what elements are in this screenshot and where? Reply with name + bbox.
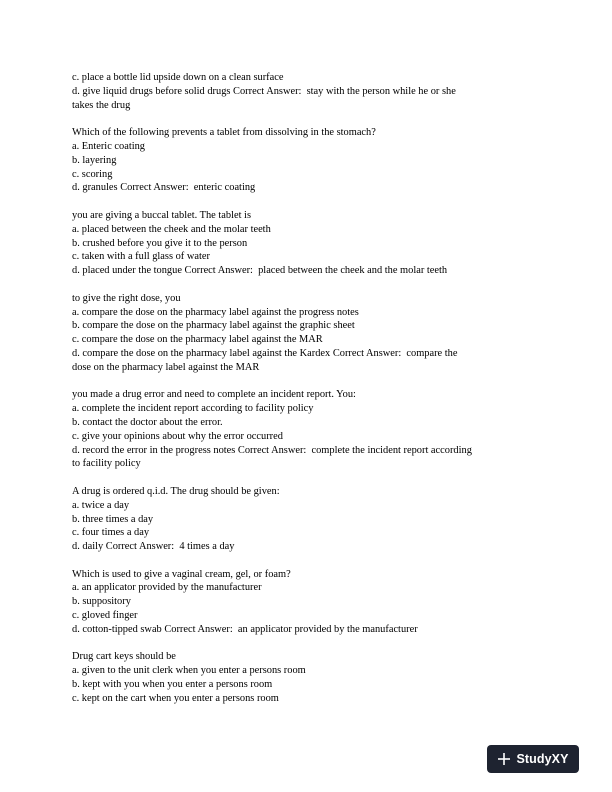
- text-line: c. taken with a full glass of water: [72, 251, 210, 263]
- text-line: c. scoring: [72, 168, 113, 180]
- text-line: b. crushed before you give it to the person: [72, 237, 248, 249]
- studyxy-watermark[interactable]: [487, 745, 579, 773]
- document-page: [72, 71, 542, 719]
- question-block: [72, 485, 542, 554]
- text-line: you are giving a buccal tablet. The tablet is: [72, 209, 251, 221]
- text-line: b. suppository: [72, 596, 131, 608]
- text-line: takes the drug: [72, 99, 131, 111]
- text-line: c. kept on the cart when you enter a persons room: [72, 692, 279, 704]
- text-line: d. cotton-tipped swab Correct Answer: an applicator provided by the manufacturer: [72, 623, 418, 635]
- text-line: b. three times a day: [72, 513, 154, 525]
- text-line: c. give your opinions about why the error occurred: [72, 430, 283, 442]
- question-block: [72, 209, 542, 278]
- text-line: dose on the pharmacy label against the MAR: [72, 361, 260, 373]
- text-line: A drug is ordered q.i.d. The drug should be given:: [72, 485, 280, 497]
- text-line: a. compare the dose on the pharmacy label against the progress notes: [72, 306, 359, 318]
- text-line: Drug cart keys should be: [72, 651, 176, 663]
- text-line: Which is used to give a vaginal cream, gel, or foam?: [72, 568, 291, 580]
- question-block: [72, 388, 542, 471]
- question-block: [72, 126, 542, 195]
- text-line: c. place a bottle lid upside down on a clean surface: [72, 72, 284, 83]
- text-line: Which of the following prevents a tablet from dissolving in the stomach?: [72, 127, 376, 139]
- text-line: a. placed between the cheek and the molar teeth: [72, 223, 271, 235]
- text-line: b. kept with you when you enter a persons room: [72, 679, 273, 691]
- text-line: a. Enteric coating: [72, 140, 145, 152]
- text-line: to facility policy: [72, 458, 141, 470]
- text-line: c. gloved finger: [72, 610, 138, 622]
- plus-icon: [497, 752, 511, 766]
- text-line: you made a drug error and need to complete an incident report. You:: [72, 389, 356, 401]
- text-line: c. compare the dose on the pharmacy label against the MAR: [72, 334, 323, 346]
- text-line: d. give liquid drugs before solid drugs Correct Answer: stay with the person while he or she: [72, 85, 456, 97]
- question-block: [72, 650, 542, 705]
- text-line: a. an applicator provided by the manufacturer: [72, 582, 262, 594]
- watermark-label: StudyXY: [516, 752, 569, 766]
- text-line: a. complete the incident report according to facility policy: [72, 403, 314, 415]
- text-line: b. contact the doctor about the error.: [72, 416, 223, 428]
- question-block: [72, 71, 542, 112]
- text-line: to give the right dose, you: [72, 292, 181, 304]
- text-line: d. placed under the tongue Correct Answer: placed between the cheek and the molar teeth: [72, 265, 448, 277]
- text-line: d. compare the dose on the pharmacy label against the Kardex Correct Answer: compare the: [72, 347, 458, 359]
- text-line: c. four times a day: [72, 527, 150, 539]
- text-line: d. record the error in the progress notes Correct Answer: complete the incident report according: [72, 444, 472, 456]
- text-line: d. granules Correct Answer: enteric coating: [72, 182, 256, 194]
- text-line: b. compare the dose on the pharmacy label against the graphic sheet: [72, 320, 355, 332]
- text-line: b. layering: [72, 154, 117, 166]
- text-line: d. daily Correct Answer: 4 times a day: [72, 541, 235, 553]
- question-block: [72, 292, 542, 375]
- text-line: a. given to the unit clerk when you enter a persons room: [72, 665, 306, 677]
- text-line: a. twice a day: [72, 499, 130, 511]
- question-block: [72, 568, 542, 637]
